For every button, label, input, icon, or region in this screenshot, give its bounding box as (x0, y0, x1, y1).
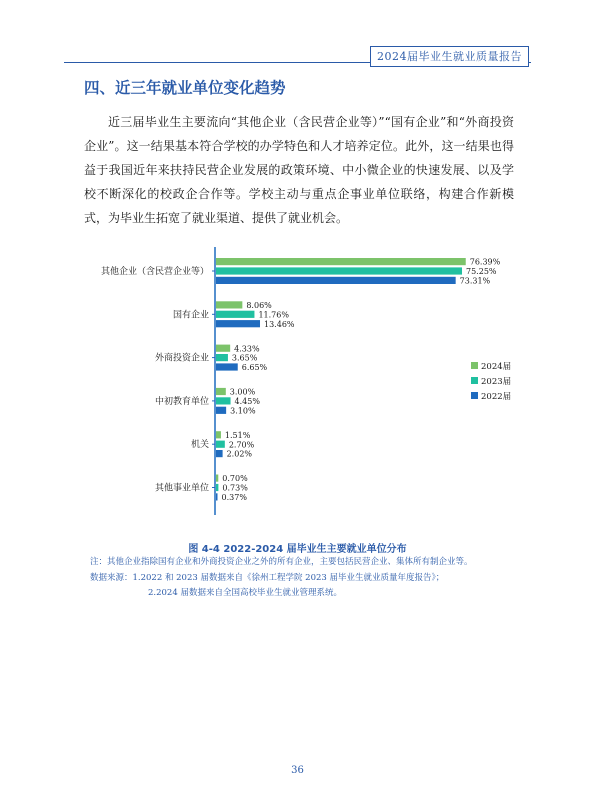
chart-note: 注：其他企业指除国有企业和外商投资企业之外的所有企业，主要包括民营企业、集体所有制企业等。 (90, 557, 473, 567)
data-label: 4.45% (234, 397, 260, 406)
data-source-note-2: 2.2024 届数据来自全国高校毕业生就业管理系统。 (148, 588, 342, 598)
bar (216, 431, 221, 438)
page-number: 36 (291, 765, 304, 776)
category-label: 外商投资企业 (154, 353, 209, 364)
bar (216, 450, 223, 457)
bar (216, 407, 226, 414)
bar (216, 388, 226, 395)
data-label: 13.46% (264, 319, 295, 329)
bar (216, 301, 242, 308)
legend-label: 2023届 (481, 377, 512, 387)
bar (216, 484, 218, 491)
data-label: 0.70% (222, 474, 248, 484)
data-label: 2.02% (226, 449, 253, 459)
category-label: 其他企业（含民营企业等） (100, 267, 209, 277)
legend-swatch (471, 377, 478, 384)
legend-label: 2022届 (481, 392, 512, 402)
category-label: 其他事业单位 (154, 483, 209, 494)
data-label: 4.33% (234, 344, 260, 354)
data-label: 3.10% (230, 406, 256, 416)
data-label: 8.06% (246, 301, 272, 310)
bar (216, 354, 228, 361)
category-label: 国有企业 (172, 310, 209, 321)
bar (216, 397, 231, 404)
data-label: 0.37% (221, 493, 247, 502)
data-label: 2.70% (228, 440, 255, 450)
bar (216, 277, 456, 284)
data-label: 75.25% (466, 267, 497, 277)
bar (216, 441, 225, 448)
data-label: 11.76% (258, 310, 289, 320)
legend-swatch (471, 362, 478, 369)
data-label: 6.65% (241, 363, 268, 373)
data-label: 76.39% (469, 257, 501, 267)
section-title: 四、近三年就业单位变化趋势 (84, 79, 286, 97)
bar (216, 320, 260, 327)
bar (216, 475, 218, 482)
data-label: 3.00% (229, 387, 256, 397)
bar (216, 258, 466, 265)
legend-swatch (471, 392, 478, 399)
figure-caption: 图 4-4 2022-2024 届毕业生主要就业单位分布 (188, 544, 407, 555)
category-label: 机关 (190, 440, 209, 451)
bar (216, 363, 238, 370)
data-label: 0.73% (222, 483, 248, 493)
data-source-note: 数据来源：1.2022 和 2023 届数据来自《徐州工程学院 2023 届毕业生就业质量年度报告》； (90, 573, 445, 583)
data-label: 3.65% (231, 353, 258, 363)
category-label: 中初教育单位 (154, 396, 209, 407)
body-paragraph: 近三届毕业生主要流向“其他企业（含民营企业等）”“国有企业”和“外商投资企业”。这一结果基本符合学校的办学特色和人才培养定位。此外，这一结果也得益于我国近年来扶持民营企业发展的政策环境、中小微企业的快速发展、以及学校不断深化的校政企合作等。学校主动与重点企事业单位联络，构建合作新模式，为毕业生拓宽了就业渠道、提供了就业机会。 (84, 115, 514, 225)
report-header: 2024届毕业生就业质量报告 (370, 46, 529, 67)
bar (216, 267, 462, 274)
data-label: 1.51% (224, 430, 251, 440)
legend-label: 2024届 (481, 362, 512, 372)
data-label: 73.31% (459, 276, 491, 286)
bar (216, 311, 254, 318)
bar (216, 493, 218, 500)
bar (216, 345, 230, 352)
